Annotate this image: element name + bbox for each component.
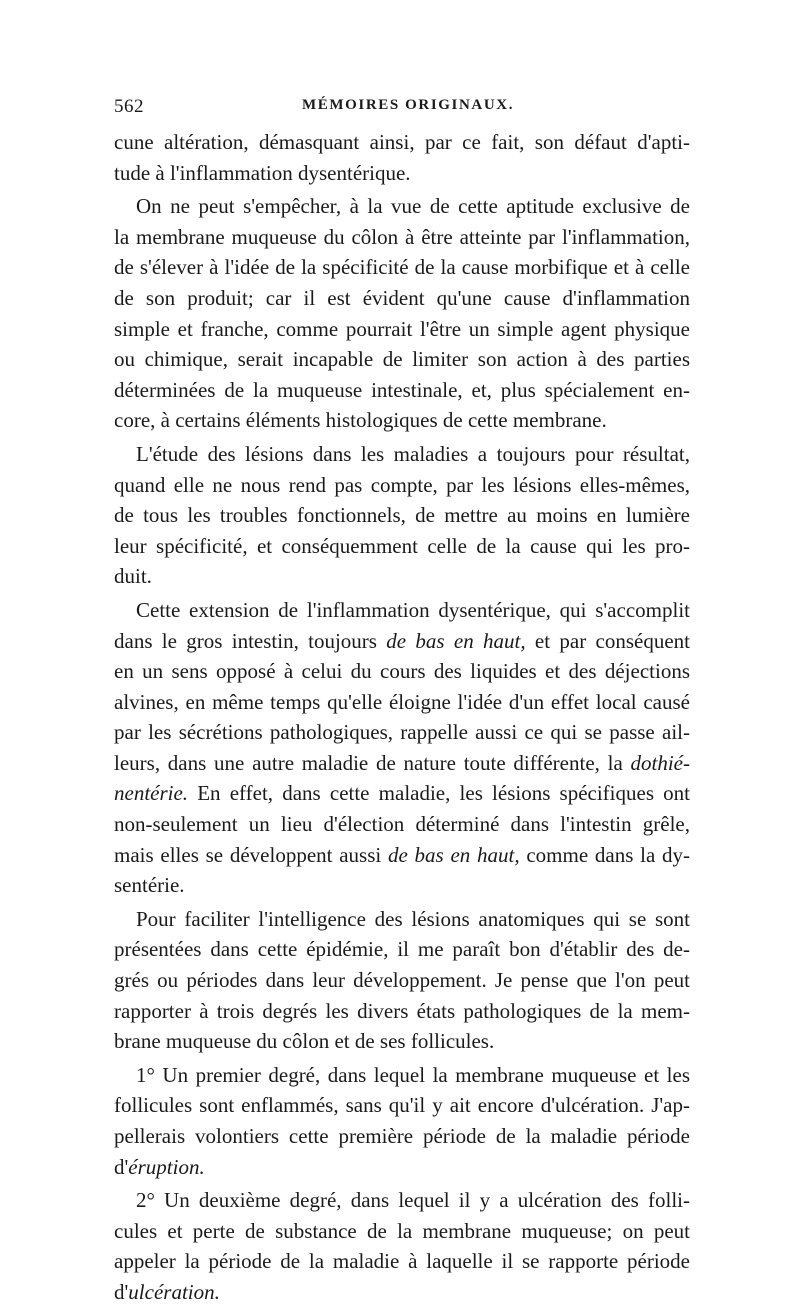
- text-run: présentées dans cette épidémie, il me paraît bon d'établir des de-: [114, 937, 690, 962]
- text-line: [114, 934, 690, 965]
- text-run: ou chimique, serait incapable de limiter son action à des parties: [114, 347, 690, 372]
- running-title: MÉMOIRES ORIGINAUX.: [302, 97, 515, 113]
- text-run: en un sens opposé à celui du cours des liquides et des déjections: [114, 659, 690, 684]
- text-run: cune altération, démasquant ainsi, par ce fait, son défaut d'apti-: [114, 130, 690, 154]
- text-line: [114, 870, 690, 901]
- text-line: [114, 840, 690, 871]
- text-run: Pour faciliter l'intelligence des lésions anatomiques qui se sont: [136, 906, 690, 931]
- text-line: [114, 717, 690, 748]
- text-line: [114, 748, 690, 779]
- text-line: [114, 1026, 690, 1057]
- text-line: [114, 1277, 690, 1308]
- italic-text: de bas en haut,: [387, 842, 520, 867]
- text-line: [114, 405, 690, 436]
- text-run: de son produit; car il est évident qu'une cause d'inflammation: [114, 285, 690, 310]
- text-line: [114, 1060, 690, 1091]
- text-line: [114, 778, 690, 809]
- text-run: leur spécificité, et conséquemment celle de la cause qui les pro-: [114, 533, 690, 558]
- text-run: tude à l'inflammation dysentérique.: [114, 160, 411, 185]
- text-run: non-seulement un lieu d'élection déterminé dans l'intestin grêle,: [114, 812, 690, 837]
- text-run: quand elle ne nous rend pas compte, par les lésions elles-mêmes,: [114, 472, 690, 497]
- text-line: [114, 595, 690, 626]
- text-line: [114, 1152, 690, 1183]
- text-run: simple et franche, comme pourrait l'être un simple agent physique: [114, 316, 690, 341]
- text-run: comme dans la dy-: [519, 842, 690, 867]
- text-run: Cette extension de l'inflammation dysentérique, qui s'accomplit: [136, 597, 690, 622]
- text-line: [114, 439, 690, 470]
- text-line: [114, 531, 690, 562]
- text-run: alvines, en même temps qu'elle éloigne l'idée d'un effet local causé: [114, 689, 690, 714]
- text-line: [114, 1216, 690, 1247]
- text-line: [114, 470, 690, 501]
- text-line: [114, 1090, 690, 1121]
- text-run: la membrane muqueuse du côlon à être atteinte par l'inflammation,: [114, 224, 690, 249]
- text-run: de s'élever à l'idée de la spécificité de la cause morbifique et à celle: [114, 255, 690, 280]
- text-run: 2° Un deuxième degré, dans lequel il y a ulcération des folli-: [136, 1188, 690, 1213]
- running-head: [114, 96, 690, 124]
- text-run: sentérie.: [114, 873, 185, 898]
- text-run: core, à certains éléments histologiques de cette membrane.: [114, 408, 607, 433]
- text-run: d': [114, 1154, 129, 1179]
- text-line: [114, 500, 690, 531]
- text-run: duit.: [114, 564, 152, 589]
- text-line: [114, 375, 690, 406]
- text-line: [114, 127, 690, 158]
- text-run: rapporter à trois degrés les divers états pathologiques de la mem-: [114, 998, 690, 1023]
- text-run: d': [114, 1279, 129, 1304]
- text-run: par les sécrétions pathologiques, rappelle aussi ce qui se passe ail-: [114, 720, 690, 745]
- text-run: En effet, dans cette maladie, les lésions spécifiques ont: [188, 781, 690, 806]
- text-line: [114, 965, 690, 996]
- text-line: [114, 283, 690, 314]
- text-line: [114, 656, 690, 687]
- text-run: appeler la période de la maladie à laquelle il se rapporte période: [114, 1249, 690, 1274]
- text-run: L'étude des lésions dans les maladies a toujours pour résultat,: [136, 441, 690, 466]
- text-line: [114, 809, 690, 840]
- text-line: [114, 344, 690, 375]
- text-run: 1° Un premier degré, dans lequel la membrane muqueuse et les: [136, 1062, 690, 1087]
- text-line: [114, 626, 690, 657]
- text-run: mais elles se développent aussi: [114, 842, 388, 867]
- italic-text: nentérie.: [114, 781, 189, 806]
- text-run: et par conséquent: [525, 628, 690, 653]
- text-line: [114, 191, 690, 222]
- text-line: [114, 1246, 690, 1277]
- text-run: On ne peut s'empêcher, à la vue de cette aptitude exclusive de: [136, 194, 690, 219]
- text-line: [114, 252, 690, 283]
- text-line: [114, 687, 690, 718]
- text-line: [114, 1185, 690, 1216]
- text-line: [114, 996, 690, 1027]
- text-line: [114, 1121, 690, 1152]
- text-run: dans le gros intestin, toujours: [114, 628, 387, 653]
- text-run: follicules sont enflammés, sans qu'il y ait encore d'ulcération. J'ap-: [114, 1093, 690, 1118]
- text-run: grés ou périodes dans leur développement. Je pense que l'on peut: [114, 968, 690, 993]
- text-run: leurs, dans une autre maladie de nature toute différente, la: [114, 750, 631, 775]
- italic-text: de bas en haut,: [386, 628, 526, 653]
- text-line: [114, 222, 690, 253]
- italic-text: dothié-: [630, 750, 690, 775]
- italic-text: ulcération.: [128, 1279, 220, 1304]
- italic-text: éruption.: [128, 1154, 205, 1179]
- body-text: [114, 127, 690, 1308]
- text-run: cules et perte de substance de la membrane muqueuse; on peut: [114, 1218, 690, 1243]
- text-line: [114, 314, 690, 345]
- text-line: [114, 561, 690, 592]
- page-number: 562: [114, 96, 144, 117]
- text-run: brane muqueuse du côlon et de ses follicules.: [114, 1029, 495, 1054]
- text-line: [114, 904, 690, 935]
- text-run: de tous les troubles fonctionnels, de mettre au moins en lumière: [114, 503, 690, 528]
- text-run: déterminées de la muqueuse intestinale, et, plus spécialement en-: [114, 377, 690, 402]
- text-run: pellerais volontiers cette première période de la maladie période: [114, 1124, 690, 1148]
- text-line: [114, 158, 690, 189]
